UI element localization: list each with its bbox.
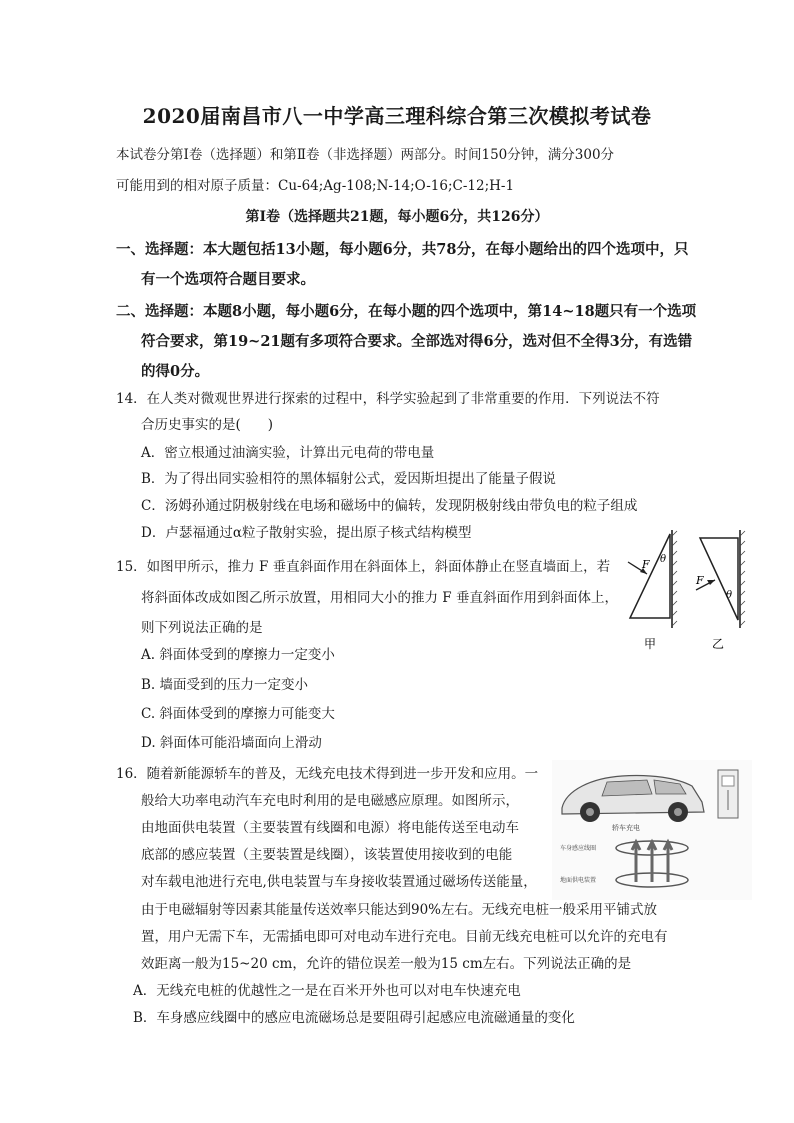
q15-option-a: A. 斜面体受到的摩擦力一定变小 — [141, 647, 335, 663]
charging-post — [718, 770, 738, 818]
q14-option-b: B．为了得出同实验相符的黑体辐射公式，爱因斯坦提出了能量子假说 — [141, 471, 556, 487]
atomic-mass-note: 可能用到的相对原子质量：Cu-64;Ag-108;N-14;O-16;C-12;H-1 — [116, 178, 515, 194]
q16-stem-line6: 由于电磁辐射等因素其能量传送效率只能达到90%左右。无线充电桩一般采用平铺式放 — [141, 902, 658, 918]
force-label-a: F — [642, 558, 650, 571]
section2-line2: 符合要求，第19~21题有多项符合要求。全部选对得6分，选对但不全得3分，有选错 — [141, 333, 693, 350]
figure-a — [628, 530, 677, 651]
q16-stem-line3: 由地面供电装置（主要装置有线圈和电源）将电能传送至电动车 — [141, 820, 519, 836]
figure-label-ground-coil: 地面供电装置 — [560, 877, 597, 884]
q16-stem-line7: 置，用户无需下车，无需插电即可对电动车进行充电。目前无线充电桩可以允许的充电有 — [141, 929, 668, 945]
exam-intro: 本试卷分第Ⅰ卷（选择题）和第Ⅱ卷（非选择题）两部分。时间150分钟，满分300分 — [116, 147, 615, 163]
q15-stem-line1: 15．如图甲所示，推力 F 垂直斜面作用在斜面体上，斜面体静止在竖直墙面上，若 — [116, 559, 611, 575]
wireless-charging-figure — [552, 760, 752, 900]
q14-option-c: C．汤姆孙通过阴极射线在电场和磁场中的偏转，发现阴极射线由带负电的粒子组成 — [141, 498, 638, 514]
q16-option-b: B．车身感应线圈中的感应电流磁场总是要阻碍引起感应电流磁通量的变化 — [133, 1010, 575, 1026]
q16-stem-line1: 16．随着新能源轿车的普及，无线充电技术得到进一步开发和应用。一 — [116, 766, 539, 782]
incline-figure — [620, 528, 770, 658]
figure-label-vehicle-coil: 车身感应线圈 — [560, 845, 597, 852]
section1-line2: 有一个选项符合题目要求。 — [141, 271, 315, 288]
q15-stem-line3: 则下列说法正确的是 — [141, 620, 263, 636]
figure-b — [695, 530, 745, 651]
q15-option-d: D. 斜面体可能沿墙面向上滑动 — [141, 735, 322, 751]
q16-stem-line4: 底部的感应装置（主要装置是线圈），该装置使用接收到的电能 — [141, 847, 513, 863]
q14-stem-line2: 合历史事实的是( ) — [141, 417, 274, 433]
q15-option-c: C. 斜面体受到的摩擦力可能变大 — [141, 706, 335, 722]
figure-label-charging: 轿车充电 — [612, 824, 640, 832]
q15-stem-line2: 将斜面体改成如图乙所示放置，用相同大小的推力 F 垂直斜面作用到斜面体上， — [141, 590, 618, 606]
q16-stem-line8: 效距离一般为15~20 cm，允许的错位误差一般为15 cm左右。下列说法正确的是 — [141, 956, 632, 972]
q16-stem-line5: 对车载电池进行充电,供电装置与车身接收装置通过磁场传送能量， — [141, 874, 537, 890]
section2-line3: 的得0分。 — [141, 363, 210, 380]
section1-line1: 一、选择题：本大题包括13小题，每小题6分，共78分，在每小题给出的四个选项中，只 — [116, 241, 689, 258]
caption-b: 乙 — [712, 637, 725, 651]
force-label-b: F — [696, 574, 704, 587]
angle-label-b: θ — [726, 590, 733, 601]
q14-option-a: A．密立根通过油滴实验，计算出元电荷的带电量 — [141, 445, 435, 461]
part1-heading: 第Ⅰ卷（选择题共21题，每小题6分，共126分） — [245, 209, 549, 225]
page-title: 2020届南昌市八一中学高三理科综合第三次模拟考试卷 — [142, 104, 652, 128]
q14-option-d: D．卢瑟福通过α粒子散射实验，提出原子核式结构模型 — [141, 525, 472, 541]
q16-stem-line2: 般给大功率电动汽车充电时利用的是电磁感应原理。如图所示， — [141, 793, 519, 809]
q14-stem-line1: 14．在人类对微观世界进行探索的过程中，科学实验起到了非常重要的作用．下列说法不符 — [116, 391, 660, 407]
caption-a: 甲 — [644, 637, 657, 651]
q16-option-a: A．无线充电桩的优越性之一是在百米开外也可以对电车快速充电 — [133, 983, 521, 999]
section2-line1: 二、选择题：本题8小题，每小题6分，在每小题的四个选项中，第14~18题只有一个选项 — [116, 303, 697, 320]
angle-label-a: θ — [660, 554, 667, 565]
q15-option-b: B. 墙面受到的压力一定变小 — [141, 677, 309, 693]
